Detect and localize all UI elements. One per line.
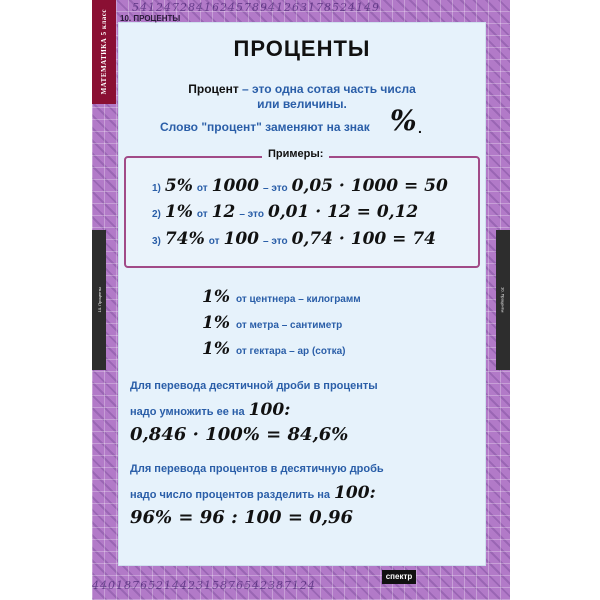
definition-term: Процент <box>188 82 239 96</box>
rule-2-text: надо число процентов разделить на <box>130 489 331 501</box>
example-base: 100 <box>223 229 259 249</box>
example-base: 1000 <box>211 176 259 196</box>
example-base: 12 <box>211 202 236 222</box>
example-row-1 <box>152 176 448 196</box>
unit-percent: 1% <box>202 313 230 333</box>
unit-row-1 <box>202 287 361 307</box>
examples-label: Примеры: <box>262 148 329 160</box>
unit-row-2 <box>202 313 342 333</box>
unit-text: от центнера – килограмм <box>235 294 361 305</box>
right-tab <box>496 230 510 370</box>
example-row-2 <box>152 202 418 222</box>
rule-2-number: 100: <box>334 483 376 503</box>
rule-1-formula: 0,846 · 100% = 84,6% <box>130 424 349 445</box>
unit-percent: 1% <box>202 339 230 359</box>
rule-1-line-2 <box>130 400 290 420</box>
left-tab <box>92 230 106 370</box>
definition-line-1 <box>118 82 486 96</box>
example-this: – это <box>239 209 264 220</box>
example-number: 2) <box>152 209 161 220</box>
example-row-3 <box>152 229 436 249</box>
example-percent: 1% <box>164 202 193 222</box>
publisher-info <box>420 570 482 584</box>
example-calc: 0,01 · 12 = 0,12 <box>267 202 419 222</box>
poster-header-label: 10. ПРОЦЕНТЫ <box>120 14 181 23</box>
subject-band <box>92 0 116 104</box>
example-number: 3) <box>152 236 161 247</box>
bottom-digit-strip: 4401876521442315876542387124 <box>92 579 316 592</box>
page-title: ПРОЦЕНТЫ <box>233 36 371 61</box>
rule-2-formula: 96% = 96 : 100 = 0,96 <box>130 507 354 528</box>
rule-2-line-1: Для перевода процентов в десятичную дробь <box>130 463 384 475</box>
period: . <box>418 120 422 136</box>
example-percent: 5% <box>164 176 193 196</box>
publisher-logo: спектр <box>382 570 416 584</box>
example-of: от <box>196 183 208 194</box>
example-of: от <box>208 236 220 247</box>
unit-percent: 1% <box>202 287 230 307</box>
example-calc: 0,74 · 100 = 74 <box>291 229 436 249</box>
example-this: – это <box>262 236 288 247</box>
right-tab-text: 10. Проценты <box>500 287 506 313</box>
rule-1-number: 100: <box>248 400 291 420</box>
unit-text: от гектара – ар (сотка) <box>235 346 346 357</box>
rule-1-line-1: Для перевода десятичной дроби в проценты <box>130 380 378 392</box>
definition-line-2: или величины. <box>257 97 347 111</box>
example-of: от <box>196 209 208 220</box>
definition-rest: – это одна сотая часть числа <box>238 82 416 96</box>
unit-row-3 <box>202 339 346 359</box>
example-this: – это <box>262 183 288 194</box>
left-tab-text: 10. Проценты <box>96 287 102 313</box>
example-number: 1) <box>152 183 161 194</box>
replace-text: Слово "процент" заменяют на знак <box>160 120 370 134</box>
rule-1-text: надо умножить ее на <box>130 406 245 418</box>
top-digit-strip: 5412472841624578941263178524149 <box>132 1 380 14</box>
percent-sign: % <box>390 104 417 137</box>
example-calc: 0,05 · 1000 = 50 <box>291 176 448 196</box>
subject-band-text: МАТЕМАТИКА 5 класс <box>100 9 108 95</box>
unit-text: от метра – сантиметр <box>235 320 343 331</box>
example-percent: 74% <box>164 229 205 249</box>
rule-2-line-2 <box>130 483 376 503</box>
